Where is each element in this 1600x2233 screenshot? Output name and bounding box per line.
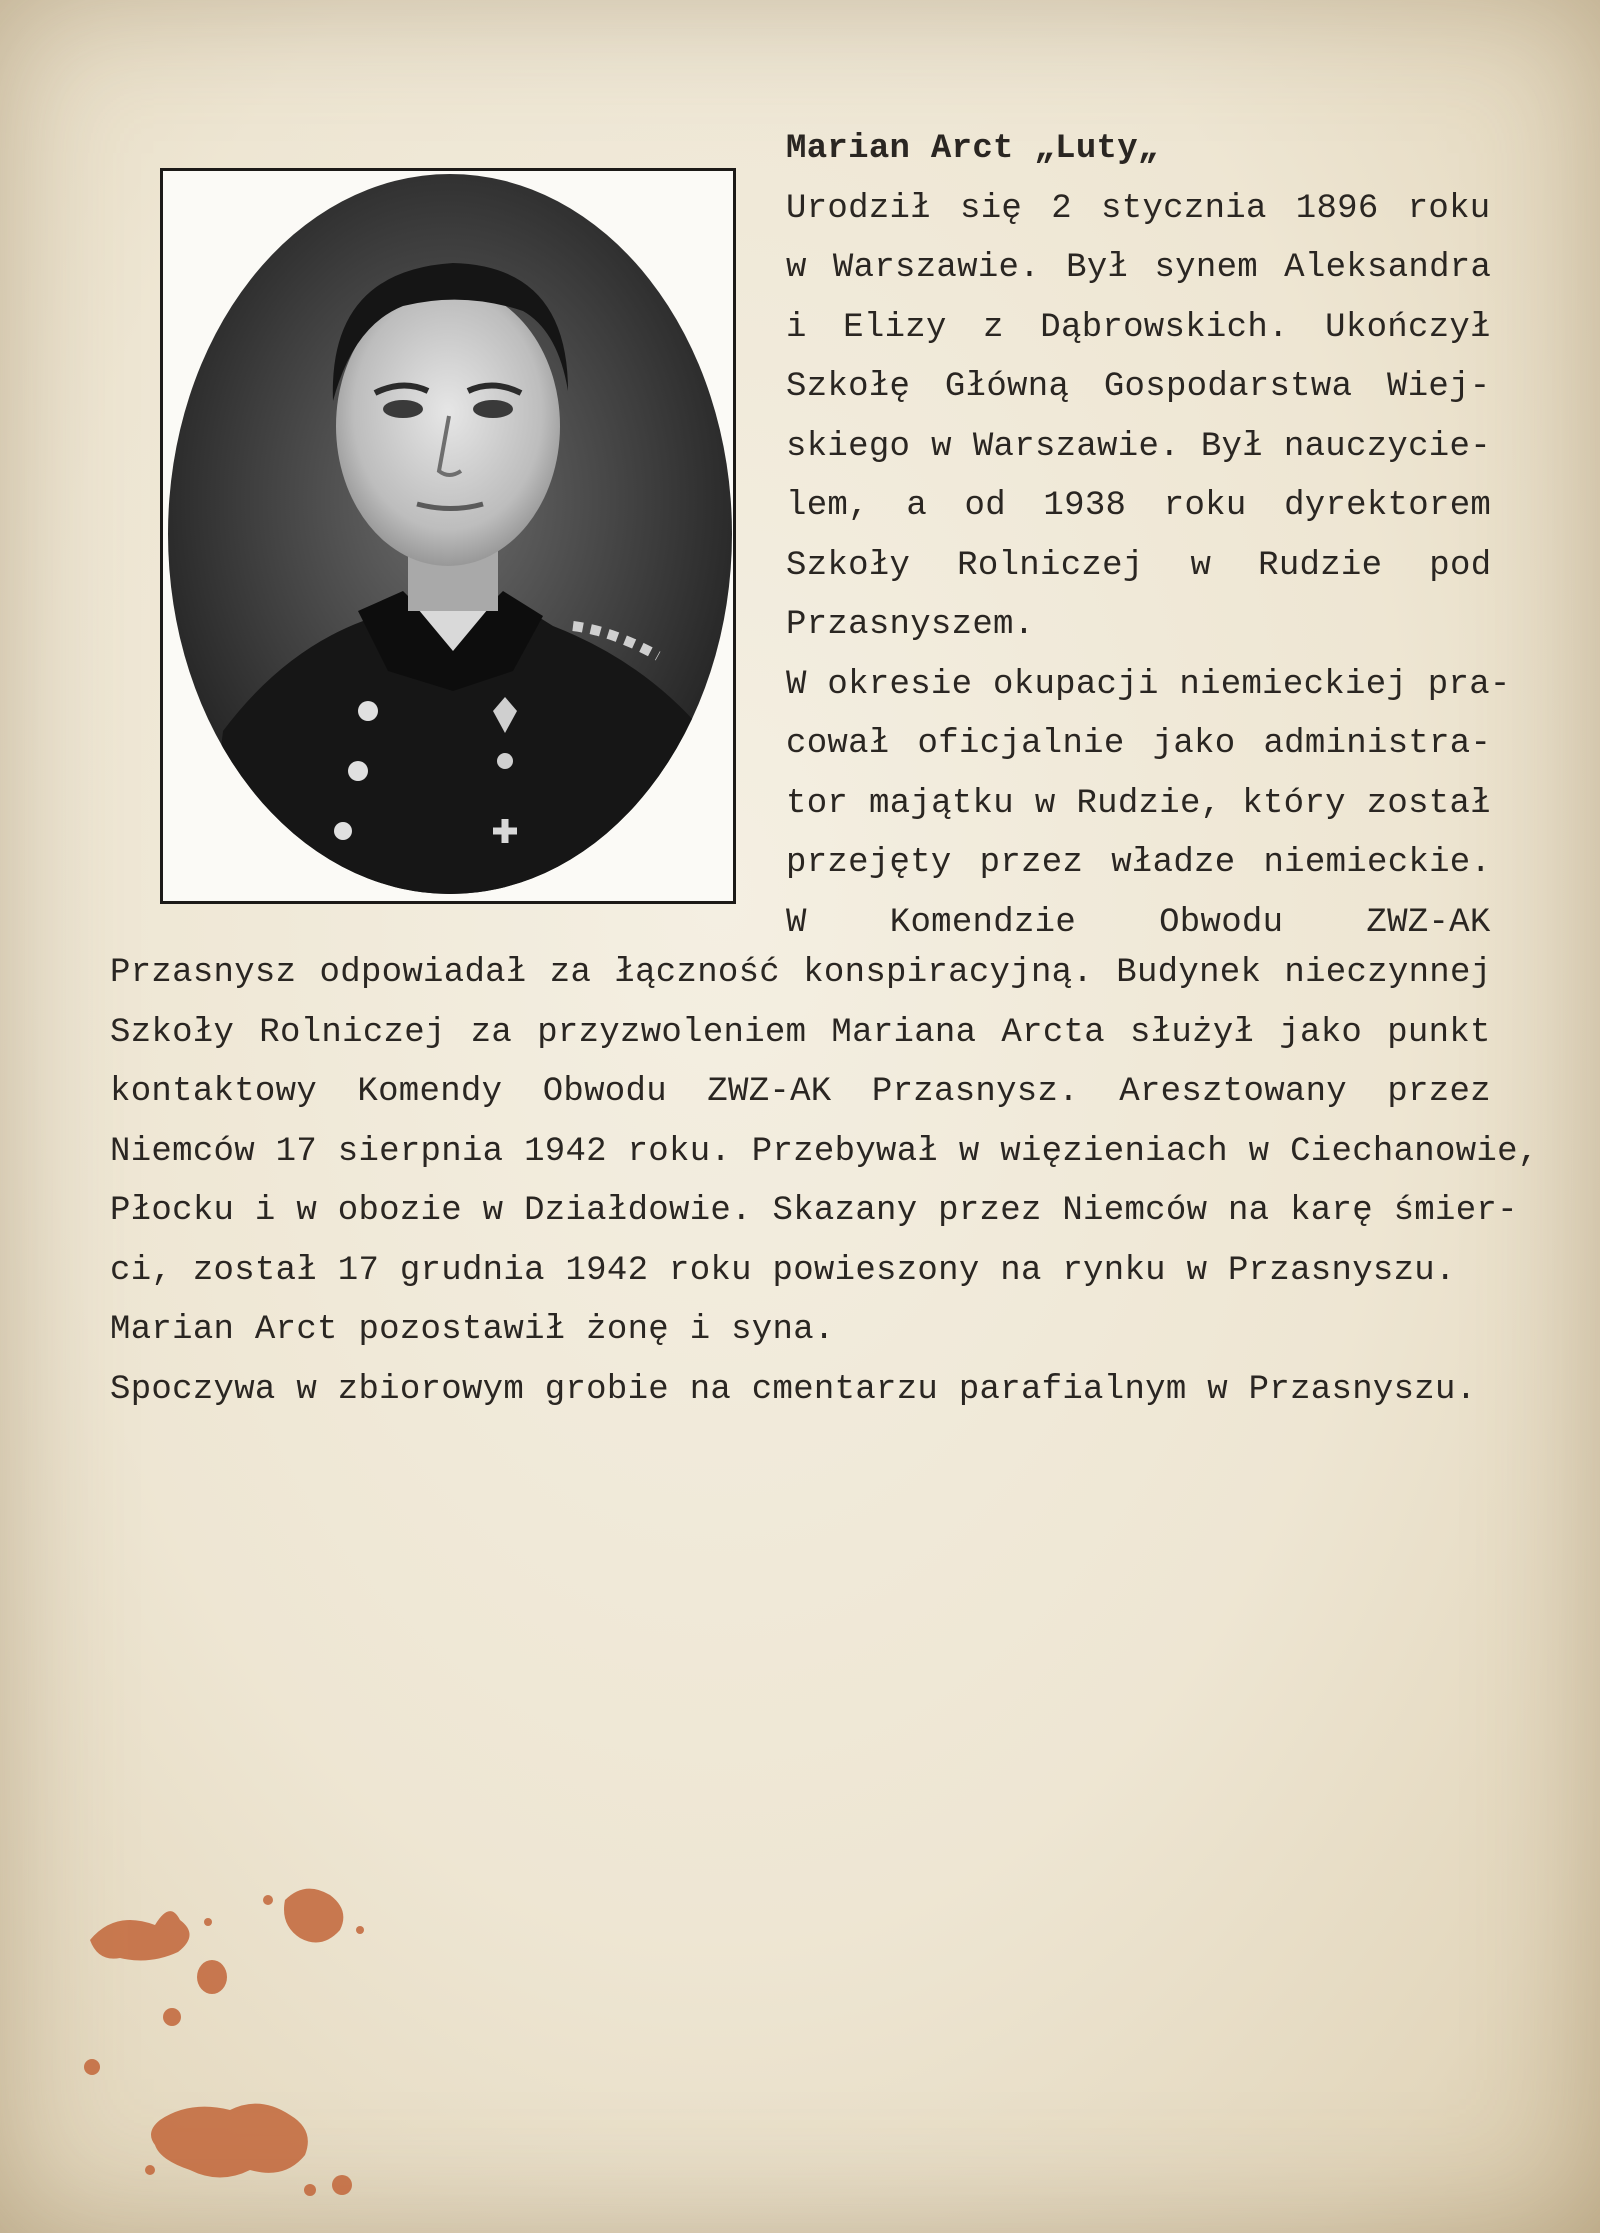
bio-line: Niemców 17 sierpnia 1942 roku. Przebywał w więzieniach w Ciechanowie, xyxy=(110,1132,1539,1171)
bio-line: Przasnyszem. xyxy=(786,606,1035,644)
bio-full-width xyxy=(110,944,1539,1420)
bio-line: Przasnysz odpowiadał za łączność konspiracyjną. Budynek nieczynnej xyxy=(110,954,1492,992)
bio-line: kontaktowy Komendy Obwodu ZWZ-AK Przasnysz. Aresztowany przez xyxy=(110,1073,1491,1111)
bio-line: Spoczywa w zbiorowym grobie na cmentarzu parafialnym w Przasnyszu. xyxy=(110,1370,1477,1409)
bio-line: przejęty przez władze niemieckie. xyxy=(786,844,1492,882)
bio-line: ci, został 17 grudnia 1942 roku powieszony na rynku w Przasnyszu. xyxy=(110,1251,1456,1290)
bio-line: lem, a od 1938 roku dyrektorem xyxy=(786,487,1492,525)
bio-line: Szkoły Rolniczej za przyzwoleniem Mariana Arcta służył jako punkt xyxy=(110,1013,1491,1052)
bio-line: tor majątku w Rudzie, który został xyxy=(786,784,1491,823)
bio-line: W Komendzie Obwodu ZWZ-AK xyxy=(786,903,1491,942)
portrait-photo xyxy=(160,168,736,904)
portrait-image xyxy=(163,171,733,901)
blood-stain-decoration xyxy=(60,1840,380,2210)
bio-line: W okresie okupacji niemieckiej pra- xyxy=(786,665,1511,704)
bio-line: Szkoły Rolniczej w Rudzie pod xyxy=(786,546,1492,585)
bio-line: Urodził się 2 stycznia 1896 roku xyxy=(786,189,1491,228)
bio-line: Marian Arct pozostawił żonę i syna. xyxy=(110,1311,835,1349)
bio-right-column xyxy=(786,180,1511,954)
bio-line: w Warszawie. Był synem Aleksandra xyxy=(786,249,1492,287)
bio-line: i Elizy z Dąbrowskich. Ukończył xyxy=(786,308,1491,347)
bio-line: Płocku i w obozie w Działdowie. Skazany przez Niemców na karę śmier- xyxy=(110,1192,1518,1230)
person-heading: Marian Arct „Luty„ xyxy=(786,130,1159,168)
bio-line: Szkołę Główną Gospodarstwa Wiej- xyxy=(786,368,1491,406)
bio-line: cował oficjalnie jako administra- xyxy=(786,725,1492,763)
bio-line: skiego w Warszawie. Był nauczycie- xyxy=(786,427,1491,466)
